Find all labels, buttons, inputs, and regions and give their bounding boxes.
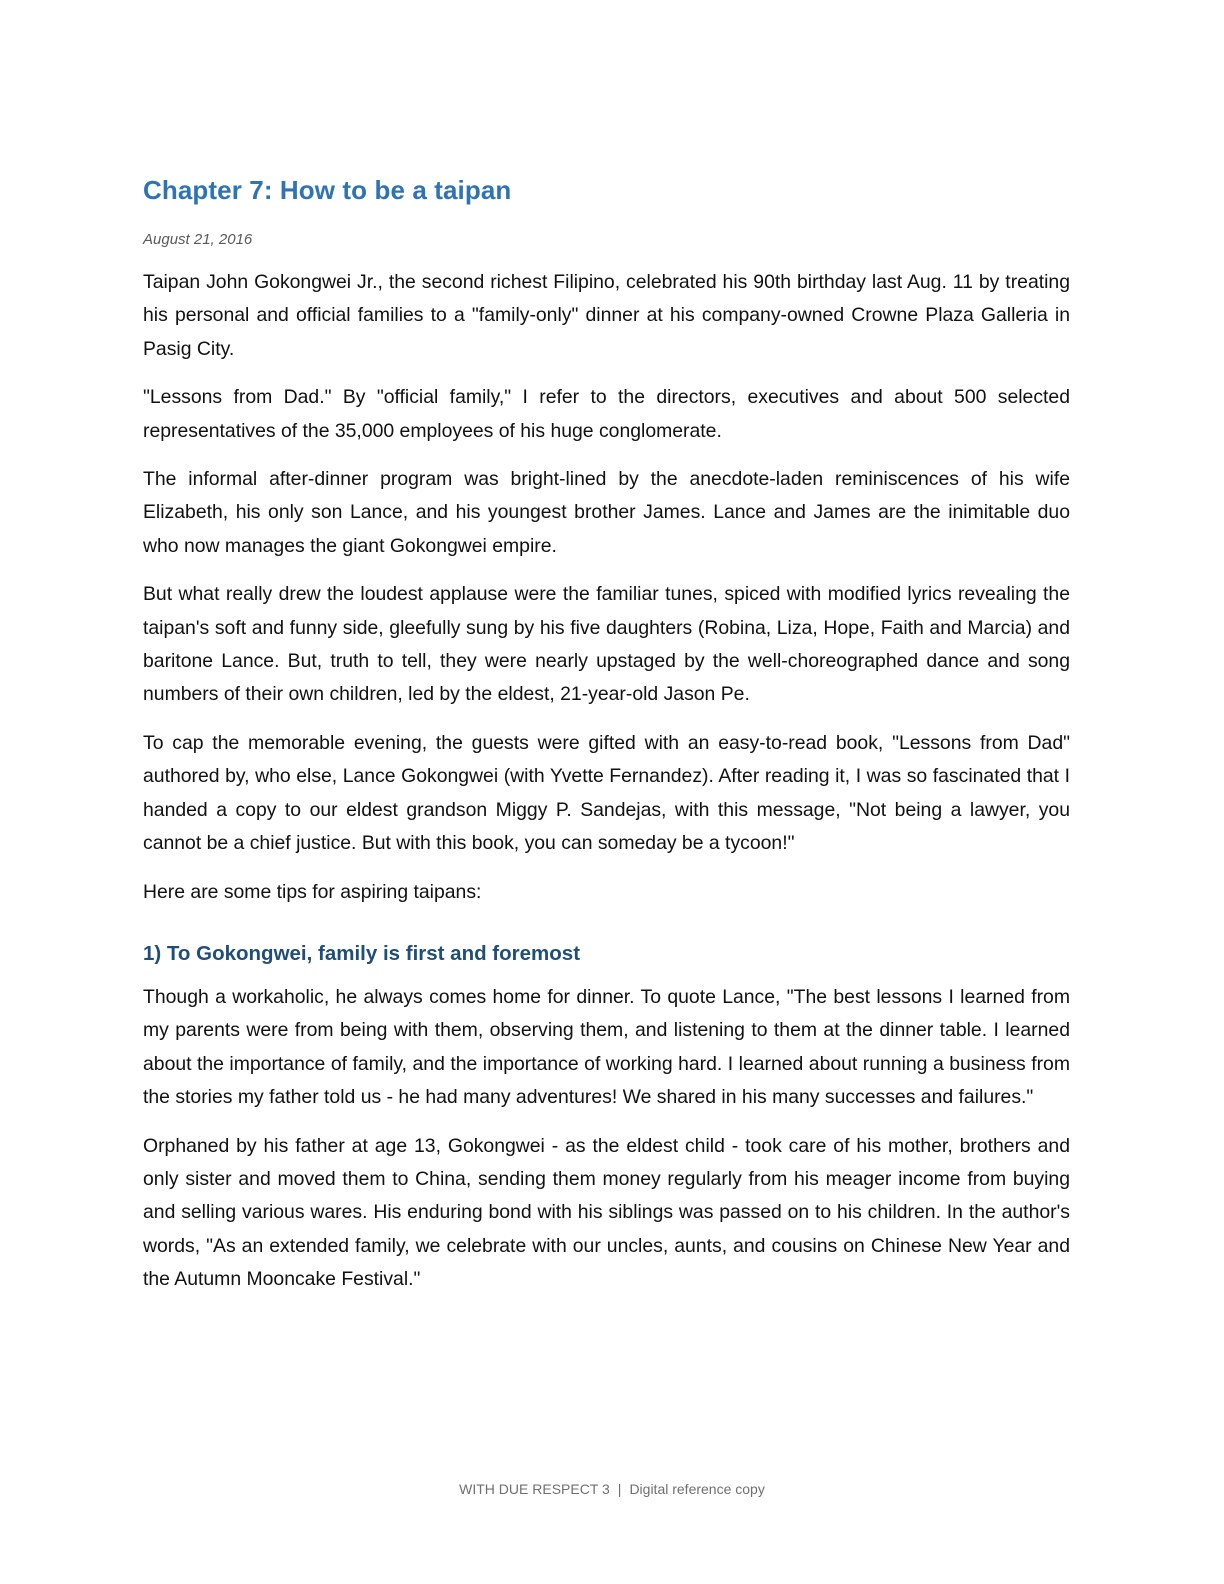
document-page xyxy=(143,170,1070,1297)
footer-separator: | xyxy=(617,1481,622,1497)
body-paragraph: Though a workaholic, he always comes home for dinner. To quote Lance, "The best lessons I learned from my parents were from being with them, observing them, and listening to them at the dinner table. I learned about the importance of family, and the importance of working hard. I learned about running a business from the stories my father told us - he had many adventures! We shared in his many successes and failures." xyxy=(143,985,1070,1109)
section-body xyxy=(143,981,1070,1297)
intro-body xyxy=(143,266,1070,909)
chapter-title: Chapter 7: How to be a taipan xyxy=(143,175,512,205)
body-paragraph: Taipan John Gokongwei Jr., the second richest Filipino, celebrated his 90th birthday last Aug. 11 by treating his personal and official families to a "family-only" dinner at his company-owned Crowne Plaza Galleria in Pasig City. xyxy=(143,271,1070,360)
body-paragraph: Orphaned by his father at age 13, Gokongwei - as the eldest child - took care of his mother, brothers and only sister and moved them to China, sending them money regularly from his meager income from buying and selling various wares. His enduring bond with his siblings was passed on to his children. In the author's words, "As an extended family, we celebrate with our uncles, aunts, and cousins on Chinese New Year and the Autumn Mooncake Festival." xyxy=(143,1134,1070,1291)
publication-date: August 21, 2016 xyxy=(143,231,253,248)
body-paragraph: The informal after-dinner program was bright-lined by the anecdote-laden reminiscences of his wife Elizabeth, his only son Lance, and his youngest brother James. Lance and James are the inimitable duo who now manages the giant Gokongwei empire. xyxy=(143,468,1070,557)
footer-book-title: WITH DUE RESPECT 3 xyxy=(459,1481,610,1497)
body-paragraph: "Lessons from Dad." By "official family," I refer to the directors, executives and about 500 selected representatives of the 35,000 employees of his huge conglomerate. xyxy=(143,386,1070,442)
section-heading: 1) To Gokongwei, family is first and foremost xyxy=(143,941,581,965)
body-paragraph: To cap the memorable evening, the guests were gifted with an easy-to-read book, "Lessons from Dad" authored by, who else, Lance Gokongwei (with Yvette Fernandez). After reading it, I was so fascinated that I handed a copy to our eldest grandson Miggy P. Sandejas, with this message, "Not being a lawyer, you cannot be a chief justice. But with this book, you can someday be a tycoon!" xyxy=(143,731,1070,855)
body-paragraph: Here are some tips for aspiring taipans: xyxy=(143,880,482,903)
footer-note: Digital reference copy xyxy=(629,1481,765,1497)
body-paragraph: But what really drew the loudest applause were the familiar tunes, spiced with modified lyrics revealing the taipan's soft and funny side, gleefully sung by his five daughters (Robina, Liza, Hope, Faith and Marcia) and baritone Lance. But, truth to tell, they were nearly upstaged by the well-choreographed dance and song numbers of their own children, led by the eldest, 21-year-old Jason Pe. xyxy=(143,583,1070,706)
page-footer xyxy=(0,1479,1224,1499)
